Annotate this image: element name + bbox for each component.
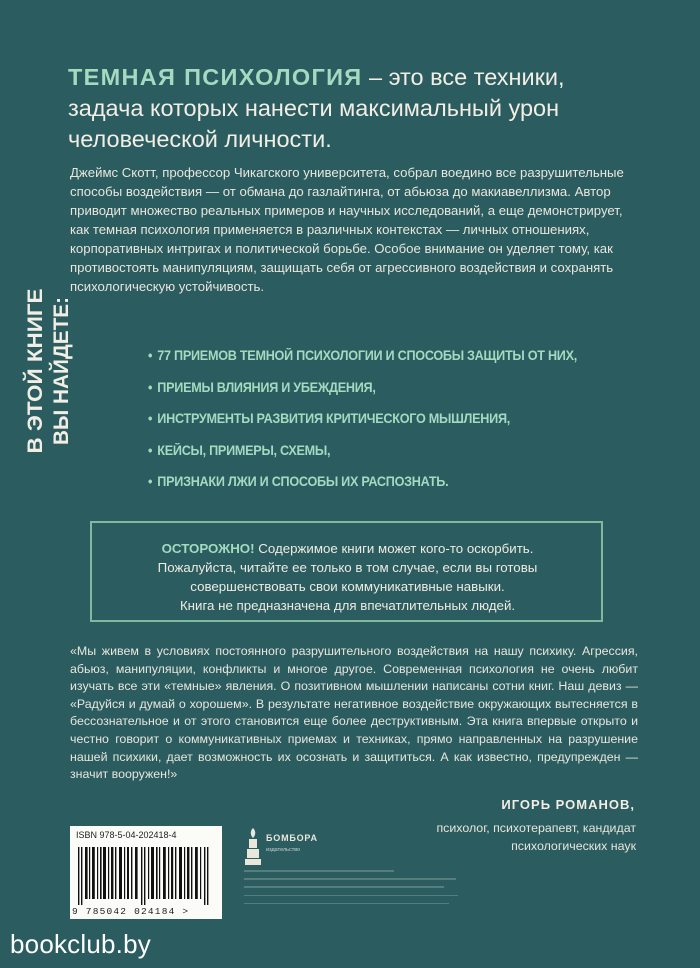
intro-paragraph: Джеймс Скотт, профессор Чикагского университета, собрал воедино все разрушительные способы воздействия — от обмана до газлайтинга, от абьюза до макиавеллизма. Автор приводит множество реальных примеров и научных исследований, а еще демонстрирует, как темная психология применяется в различных контекстах — личных отношениях, корпоративных интригах и политической борьбе. Особое внимание он уделяет тому, как противостоять манипуляциям, защищать себя от агрессивного воздействия и сохранять психологическую устойчивость.	[70, 165, 624, 294]
headline-line-3: человеческой личности.	[68, 126, 332, 152]
warning-line-3: совершенствовать свои коммуникативные навыки.	[190, 579, 505, 594]
feature-item	[148, 346, 622, 378]
warning-text	[92, 539, 603, 615]
feature-item	[148, 378, 622, 410]
headline-highlight: ТЕМНАЯ ПСИХОЛОГИЯ	[68, 64, 363, 90]
feature-item	[148, 472, 622, 504]
quote-author-role-line-1: психолог, психотерапевт, кандидат	[436, 821, 636, 835]
barcode-bars-icon	[78, 847, 218, 910]
review-quote: «Мы живем в условиях постоянного разрушительного воздействия на нашу психику. Агрессия, абьюз, манипуляции, конфликты и многое другое. Современная психология не очень любит изучать все эти «темные» явления. О позитивном мышлении написаны сотни книг. Наш девиз — «Радуйся и думай о хорошем». В результате негативное воздействие окружающих вытесняется в бессознательное и от этого становится еще более деструктивным. Эта книга впервые открыто и честно говорит о коммуникативных приемах и техниках, прямо направленных на разрушение нашей психики, дает возможность их осознать и защититься. А как известно, предупрежден — значит вооружен!»	[70, 644, 638, 782]
vertical-label	[23, 291, 130, 508]
warning-line-2: Пожалуйста, читайте ее только в том случае, если вы готовы	[157, 560, 538, 575]
feature-text: ИНСТРУМЕНТЫ РАЗВИТИЯ КРИТИЧЕСКОГО МЫШЛЕНИЯ,	[157, 411, 511, 426]
feature-text: ПРИЗНАКИ ЛЖИ И СПОСОБЫ ИХ РАСПОЗНАТЬ.	[157, 474, 449, 489]
quote-author-role	[340, 820, 636, 855]
barcode-number: 9 785042 024184 >	[72, 906, 190, 917]
quote-author-name: ИГОРЬ РОМАНОВ,	[501, 797, 635, 812]
publisher-name: БОМБОРА	[266, 833, 318, 843]
bullet-icon: •	[148, 379, 153, 395]
vertical-label-line-1: В ЭТОЙ КНИГЕ	[23, 295, 47, 454]
bullet-icon: •	[148, 348, 153, 363]
vertical-label-line-2: ВЫ НАЙДЕТЕ:	[49, 291, 73, 445]
fine-print	[244, 870, 459, 911]
feature-item	[148, 409, 622, 441]
quote-author-role-line-2: психологических наук	[511, 838, 636, 853]
feature-item	[148, 441, 622, 473]
feature-text: 77 ПРИЕМОВ ТЕМНОЙ ПСИХОЛОГИИ И СПОСОБЫ ЗАЩИТЫ ОТ НИХ,	[157, 348, 578, 363]
publisher-tagline: издательство	[266, 847, 301, 853]
headline	[68, 62, 668, 155]
warning-line-1: Содержимое книги может кого-то оскорбить.	[254, 541, 534, 556]
isbn-text: ISBN 978-5-04-202418-4	[76, 830, 177, 840]
features-list	[148, 346, 658, 504]
bombora-logo-icon	[244, 826, 262, 866]
feature-text: КЕЙСЫ, ПРИМЕРЫ, СХЕМЫ,	[157, 442, 331, 458]
bullet-icon: •	[148, 442, 153, 458]
warning-label: ОСТОРОЖНО!	[161, 541, 255, 556]
headline-rest: – это все техники,	[362, 64, 565, 90]
warning-line-4: Книга не предназначена для впечатлительных людей.	[179, 598, 516, 613]
bullet-icon: •	[148, 411, 153, 426]
watermark: bookclub.by	[10, 929, 151, 959]
bullet-icon: •	[148, 474, 153, 489]
headline-line-2: задача которых нанести максимальный урон	[68, 95, 560, 121]
feature-text: ПРИЕМЫ ВЛИЯНИЯ И УБЕЖДЕНИЯ,	[157, 379, 376, 395]
